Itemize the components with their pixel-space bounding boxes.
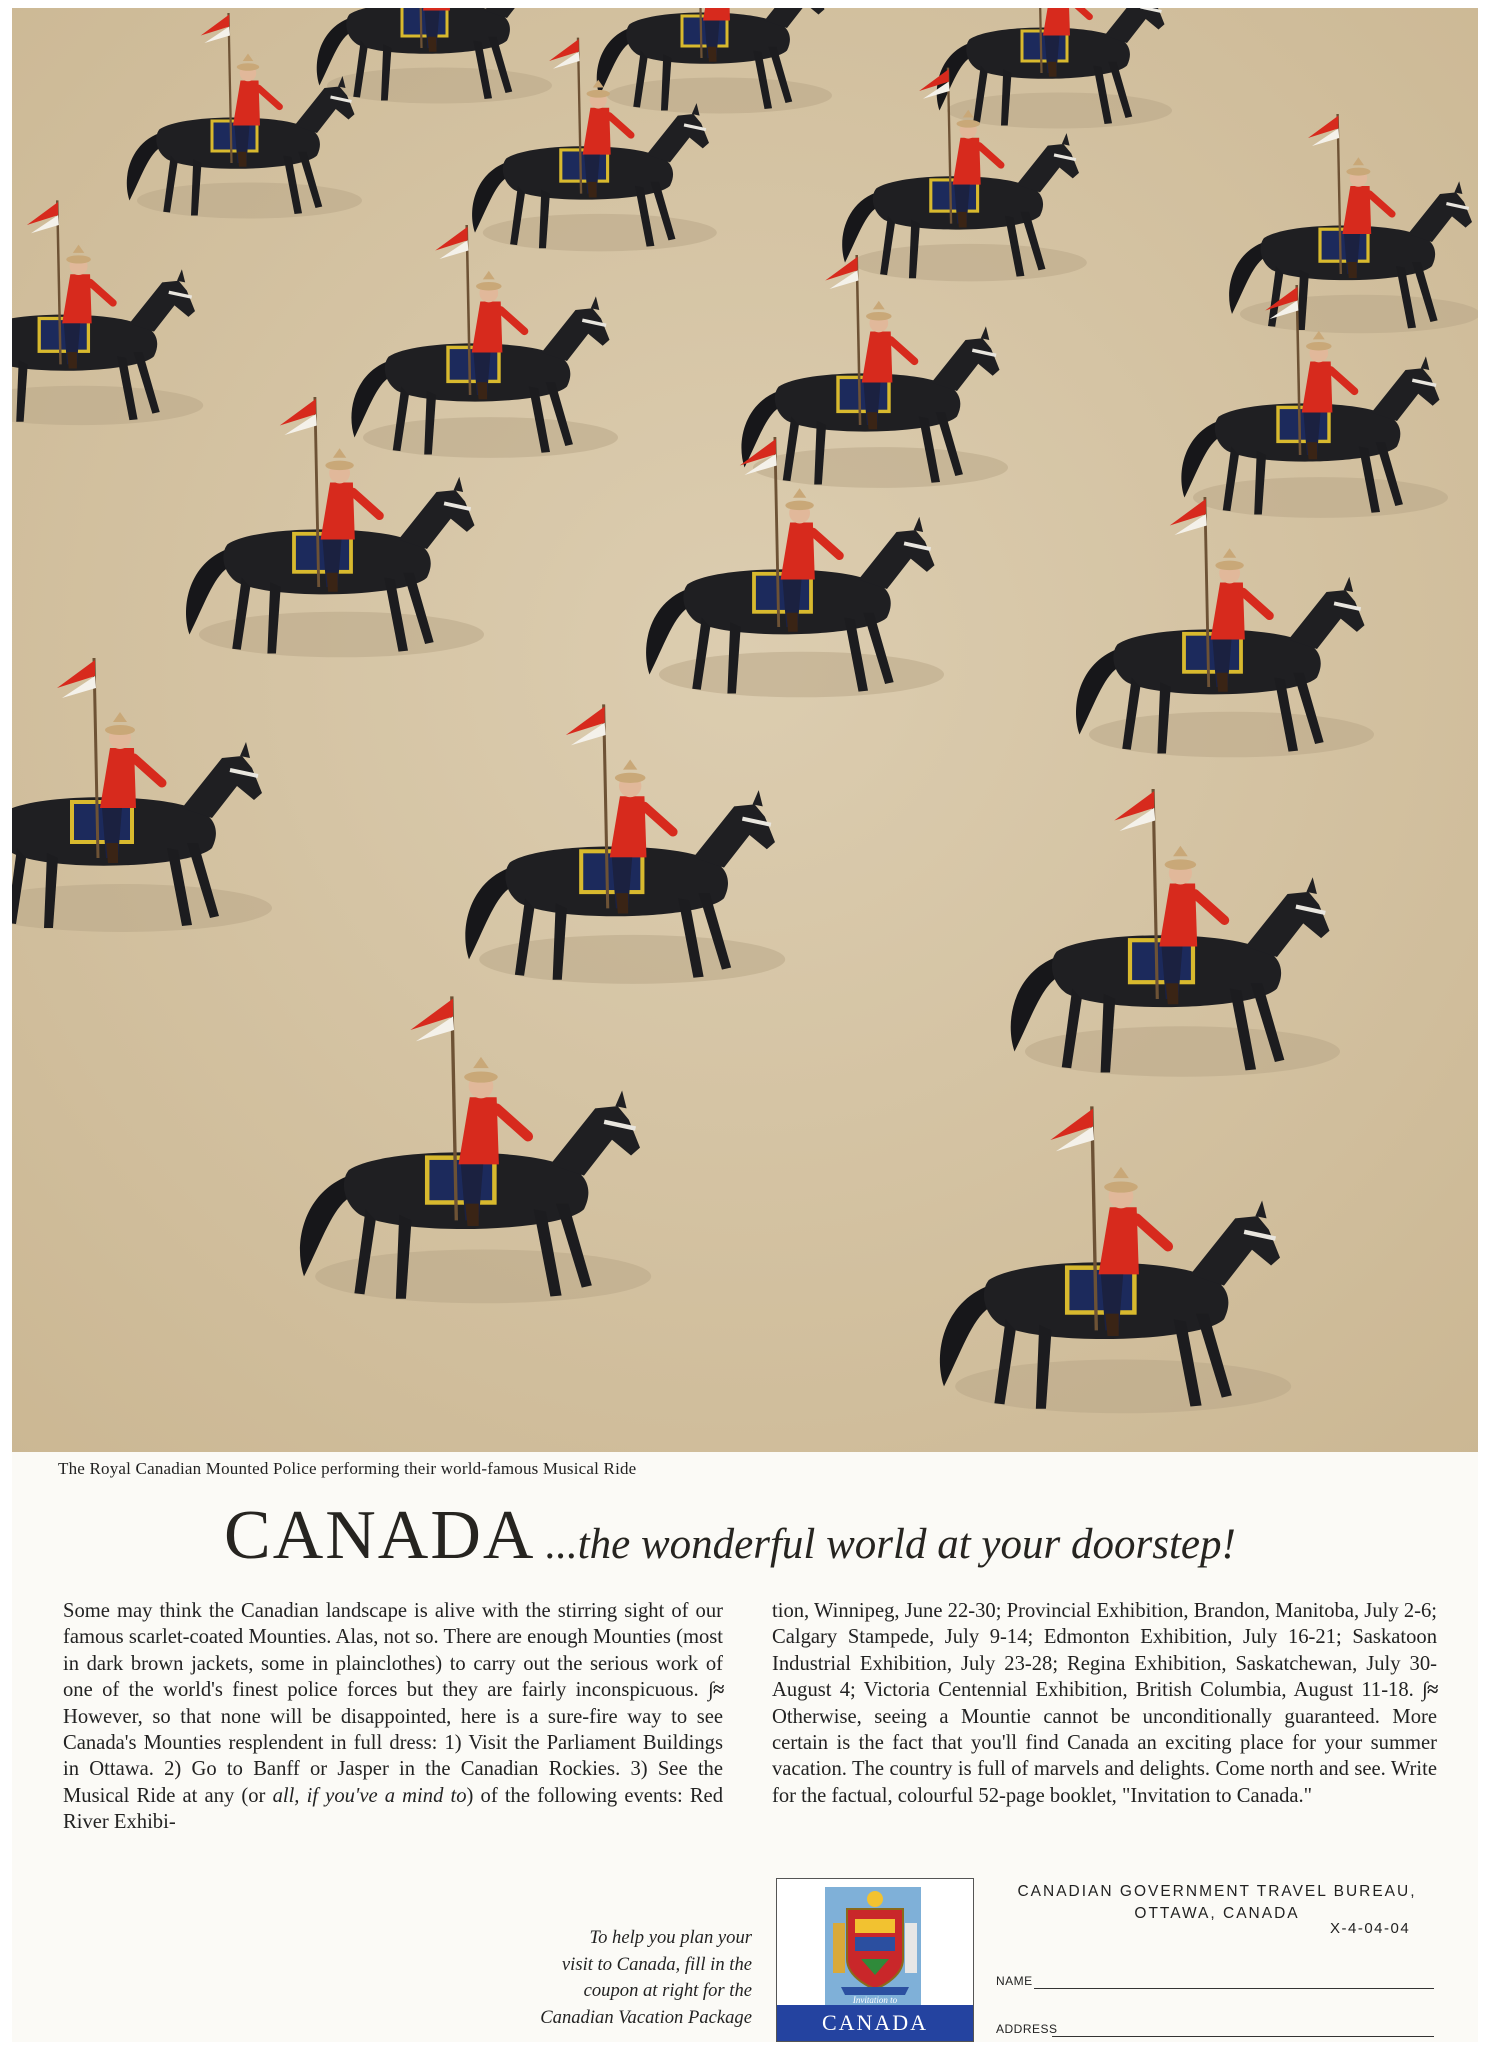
booklet-image — [776, 1878, 974, 2042]
help-line: coupon at right for the — [583, 1980, 752, 2001]
booklet-label: CANADA — [821, 2010, 929, 2035]
body-text: However, so that none will be disappointed, here is a sure-fire way to see Canada's Mounties resplendent in full dress: 1) Visit the Parliament Buildings in Ottawa. 2) Go to Banff or Jasper in the Canadian Rockies. 3) See the Musical Ride at any (or — [63, 1705, 723, 1807]
coupon-instructions — [454, 1925, 752, 2031]
body-emphasis: if you've a mind to — [306, 1784, 467, 1807]
address-field[interactable] — [1052, 2036, 1434, 2037]
help-line: visit to Canada, fill in the — [561, 1953, 752, 1975]
body-text: Some may think the Canadian landscape is alive with the stirring sight of our famous scarlet-coated Mounties. Alas, not so. There are enough Mounties (most in dark brown jackets, some in plainclothes) to carry out the serious work of one of the world's finest police forces but they are fairly inconspicuous. — [63, 1600, 723, 1702]
ornament-icon: ∫≈ — [1422, 1679, 1437, 1702]
body-emphasis: all, — [272, 1784, 300, 1807]
body-column-right — [772, 1598, 1437, 1809]
bureau-line: OTTAWA, CANADA — [1134, 1905, 1300, 1922]
body-text: tion, Winnipeg, June 22-30; Provincial Exhibition, Brandon, Manitoba, July 2-6; Calgary Stampede, July 9-14; Edmonton Exhibition, July 16-21; Saskatoon Industrial Exhibition, July 23-28; Regina Exhibition, Saskatchewan, July 30-August 4; Victoria Centennial Exhibition, British Columbia, August 11-18. — [772, 1600, 1437, 1702]
photo-caption: The Royal Canadian Mounted Police performing their world-famous Musical Ride — [58, 1459, 637, 1478]
ornament-icon: ∫≈ — [708, 1679, 723, 1702]
coat-of-arms-icon — [777, 1879, 973, 2041]
body-text: ) of the following events: Red River Exhibi- — [63, 1784, 723, 1834]
help-line: Canadian Vacation Package — [540, 2006, 752, 2028]
advertisement-page — [12, 8, 1478, 2042]
mounties-illustration — [12, 8, 1478, 1452]
name-field[interactable] — [1034, 1988, 1434, 1989]
coupon-code: X-4-04-04 — [1330, 1920, 1411, 1937]
help-line: To help you plan your — [589, 1927, 752, 1948]
headline-canada: CANADA — [224, 1497, 536, 1574]
headline-tagline: ...the wonderful world at your doorstep! — [545, 1521, 1236, 1568]
address-label: ADDRESS — [996, 2022, 1058, 2036]
bureau-address — [997, 1881, 1437, 1925]
booklet-script: Invitation to — [852, 1995, 898, 2005]
body-text: Otherwise, seeing a Mountie cannot be unconditionally guaranteed. More certain is the fact that you'll find Canada an exciting place for your summer vacation. The country is full of marvels and delights. Come north and see. Write for the factual, colourful 52-page booklet, "Invitation to Canada." — [772, 1705, 1437, 1807]
name-label: NAME — [996, 1974, 1033, 1988]
body-column-left — [63, 1598, 723, 1836]
headline — [224, 1496, 1424, 1576]
bureau-line: CANADIAN GOVERNMENT TRAVEL BUREAU, — [1017, 1883, 1417, 1900]
musical-ride-photo — [12, 8, 1478, 1452]
